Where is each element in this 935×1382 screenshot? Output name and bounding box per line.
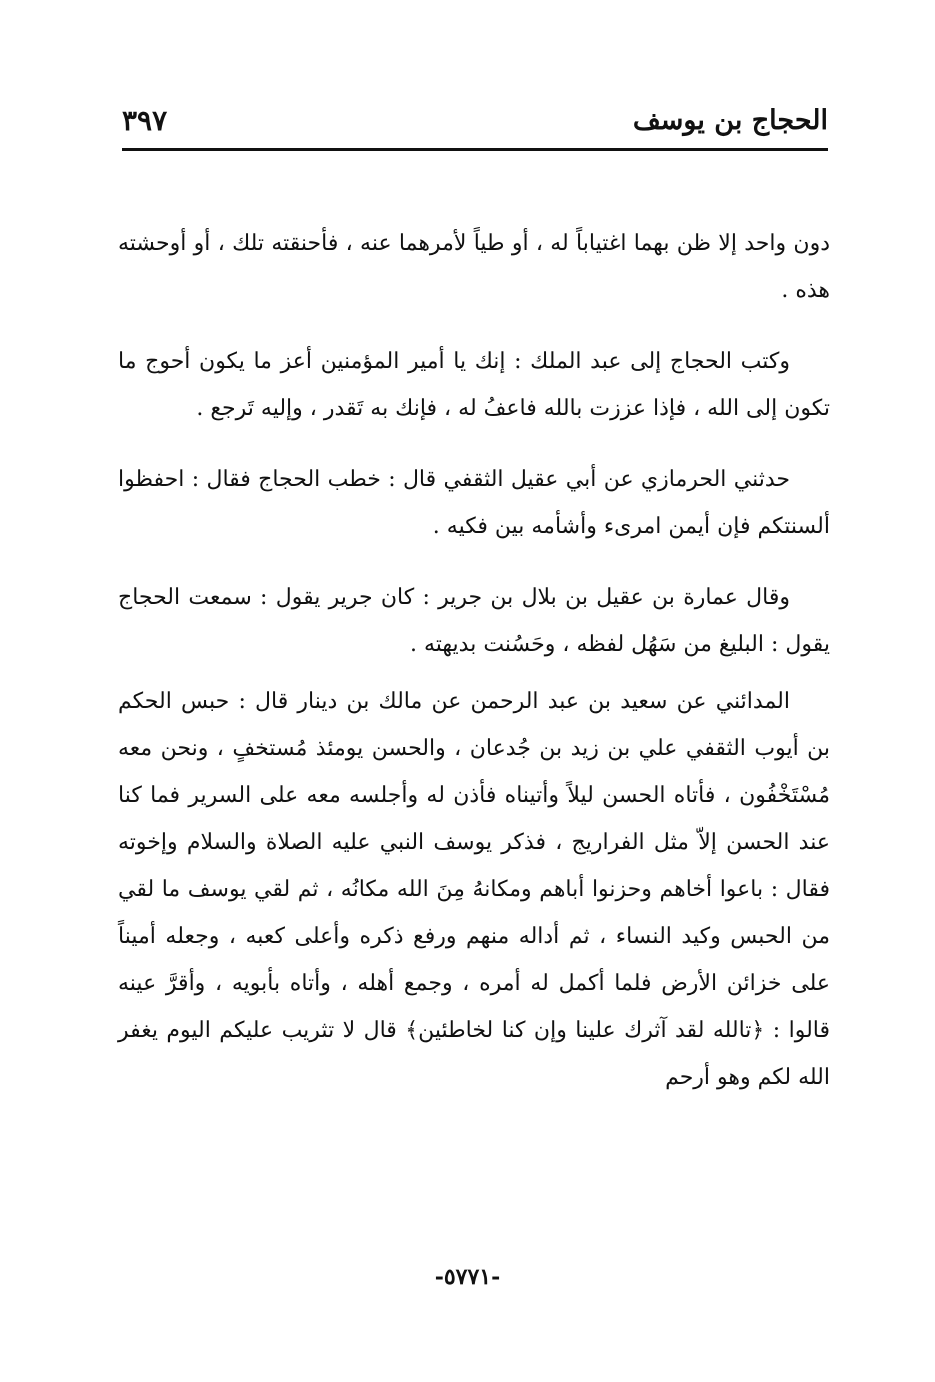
header-title: الحجاج بن يوسف [632,104,828,136]
body-text [118,220,830,1125]
running-header [122,96,828,144]
paragraph-4: وقال عمارة بن عقيل بن بلال بن جرير : كان جرير يقول : سمعت الحجاج يقول : البليغ من سَهُل لفظه ، وحَسُنت بديهته . [118,585,830,657]
paragraph-2: وكتب الحجاج إلى عبد الملك : إنك يا أمير المؤمنين أعز ما يكون أحوج ما تكون إلى الله ، فإذا عززت بالله فاعفُ له ، فإنك به تَقدر ، وإليه تَرجع . [118,349,830,421]
footer-page-code: -٥٧٧١- [434,1264,501,1290]
paragraph-3: حدثني الحرمازي عن أبي عقيل الثقفي قال : خطب الحجاج فقال : احفظوا ألسنتكم فإن أيمن امرىء وأشأمه بين فكيه . [118,467,830,539]
paragraph-1: دون واحد إلا ظن بهما اغتياباً له ، أو طياً لأمرهما عنه ، فأحنقته تلك ، أو أوحشته هذه . [118,231,830,303]
header-rule [122,148,828,151]
paragraph-5: المدائني عن سعيد بن عبد الرحمن عن مالك بن دينار قال : حبس الحكم بن أيوب الثقفي علي بن زيد بن جُدعان ، والحسن يومئذ مُستخفٍ ، ونحن معه مُسْتَخْفُون ، فأتاه الحسن ليلاً وأتيناه فأذن له وأجلسه معه على السرير فما كنا عند الحسن إلاّ مثل الفراريج ، فذكر يوسف النبي عليه الصلاة والسلام وإخوته فقال : باعوا أخاهم وحزنوا أباهم ومكانهُ مِنَ الله مكانُه ، ثم لقي يوسف ما لقي من الحبس وكيد النساء ، ثم أداله منهم ورفع ذكره وأعلى كعبه ، وجعله أميناً على خزائن الأرض فلما أكمل له أمره ، وجمع أهله ، وأتاه بأبويه ، وأقرَّ عينه قالوا : ﴿تالله لقد آثرك علينا وإن كنا لخاطئين﴾ قال لا تثريب عليكم اليوم يغفر الله لكم وهو أرحم [118,689,830,1090]
header-page-number: ٣٩٧ [122,103,168,137]
